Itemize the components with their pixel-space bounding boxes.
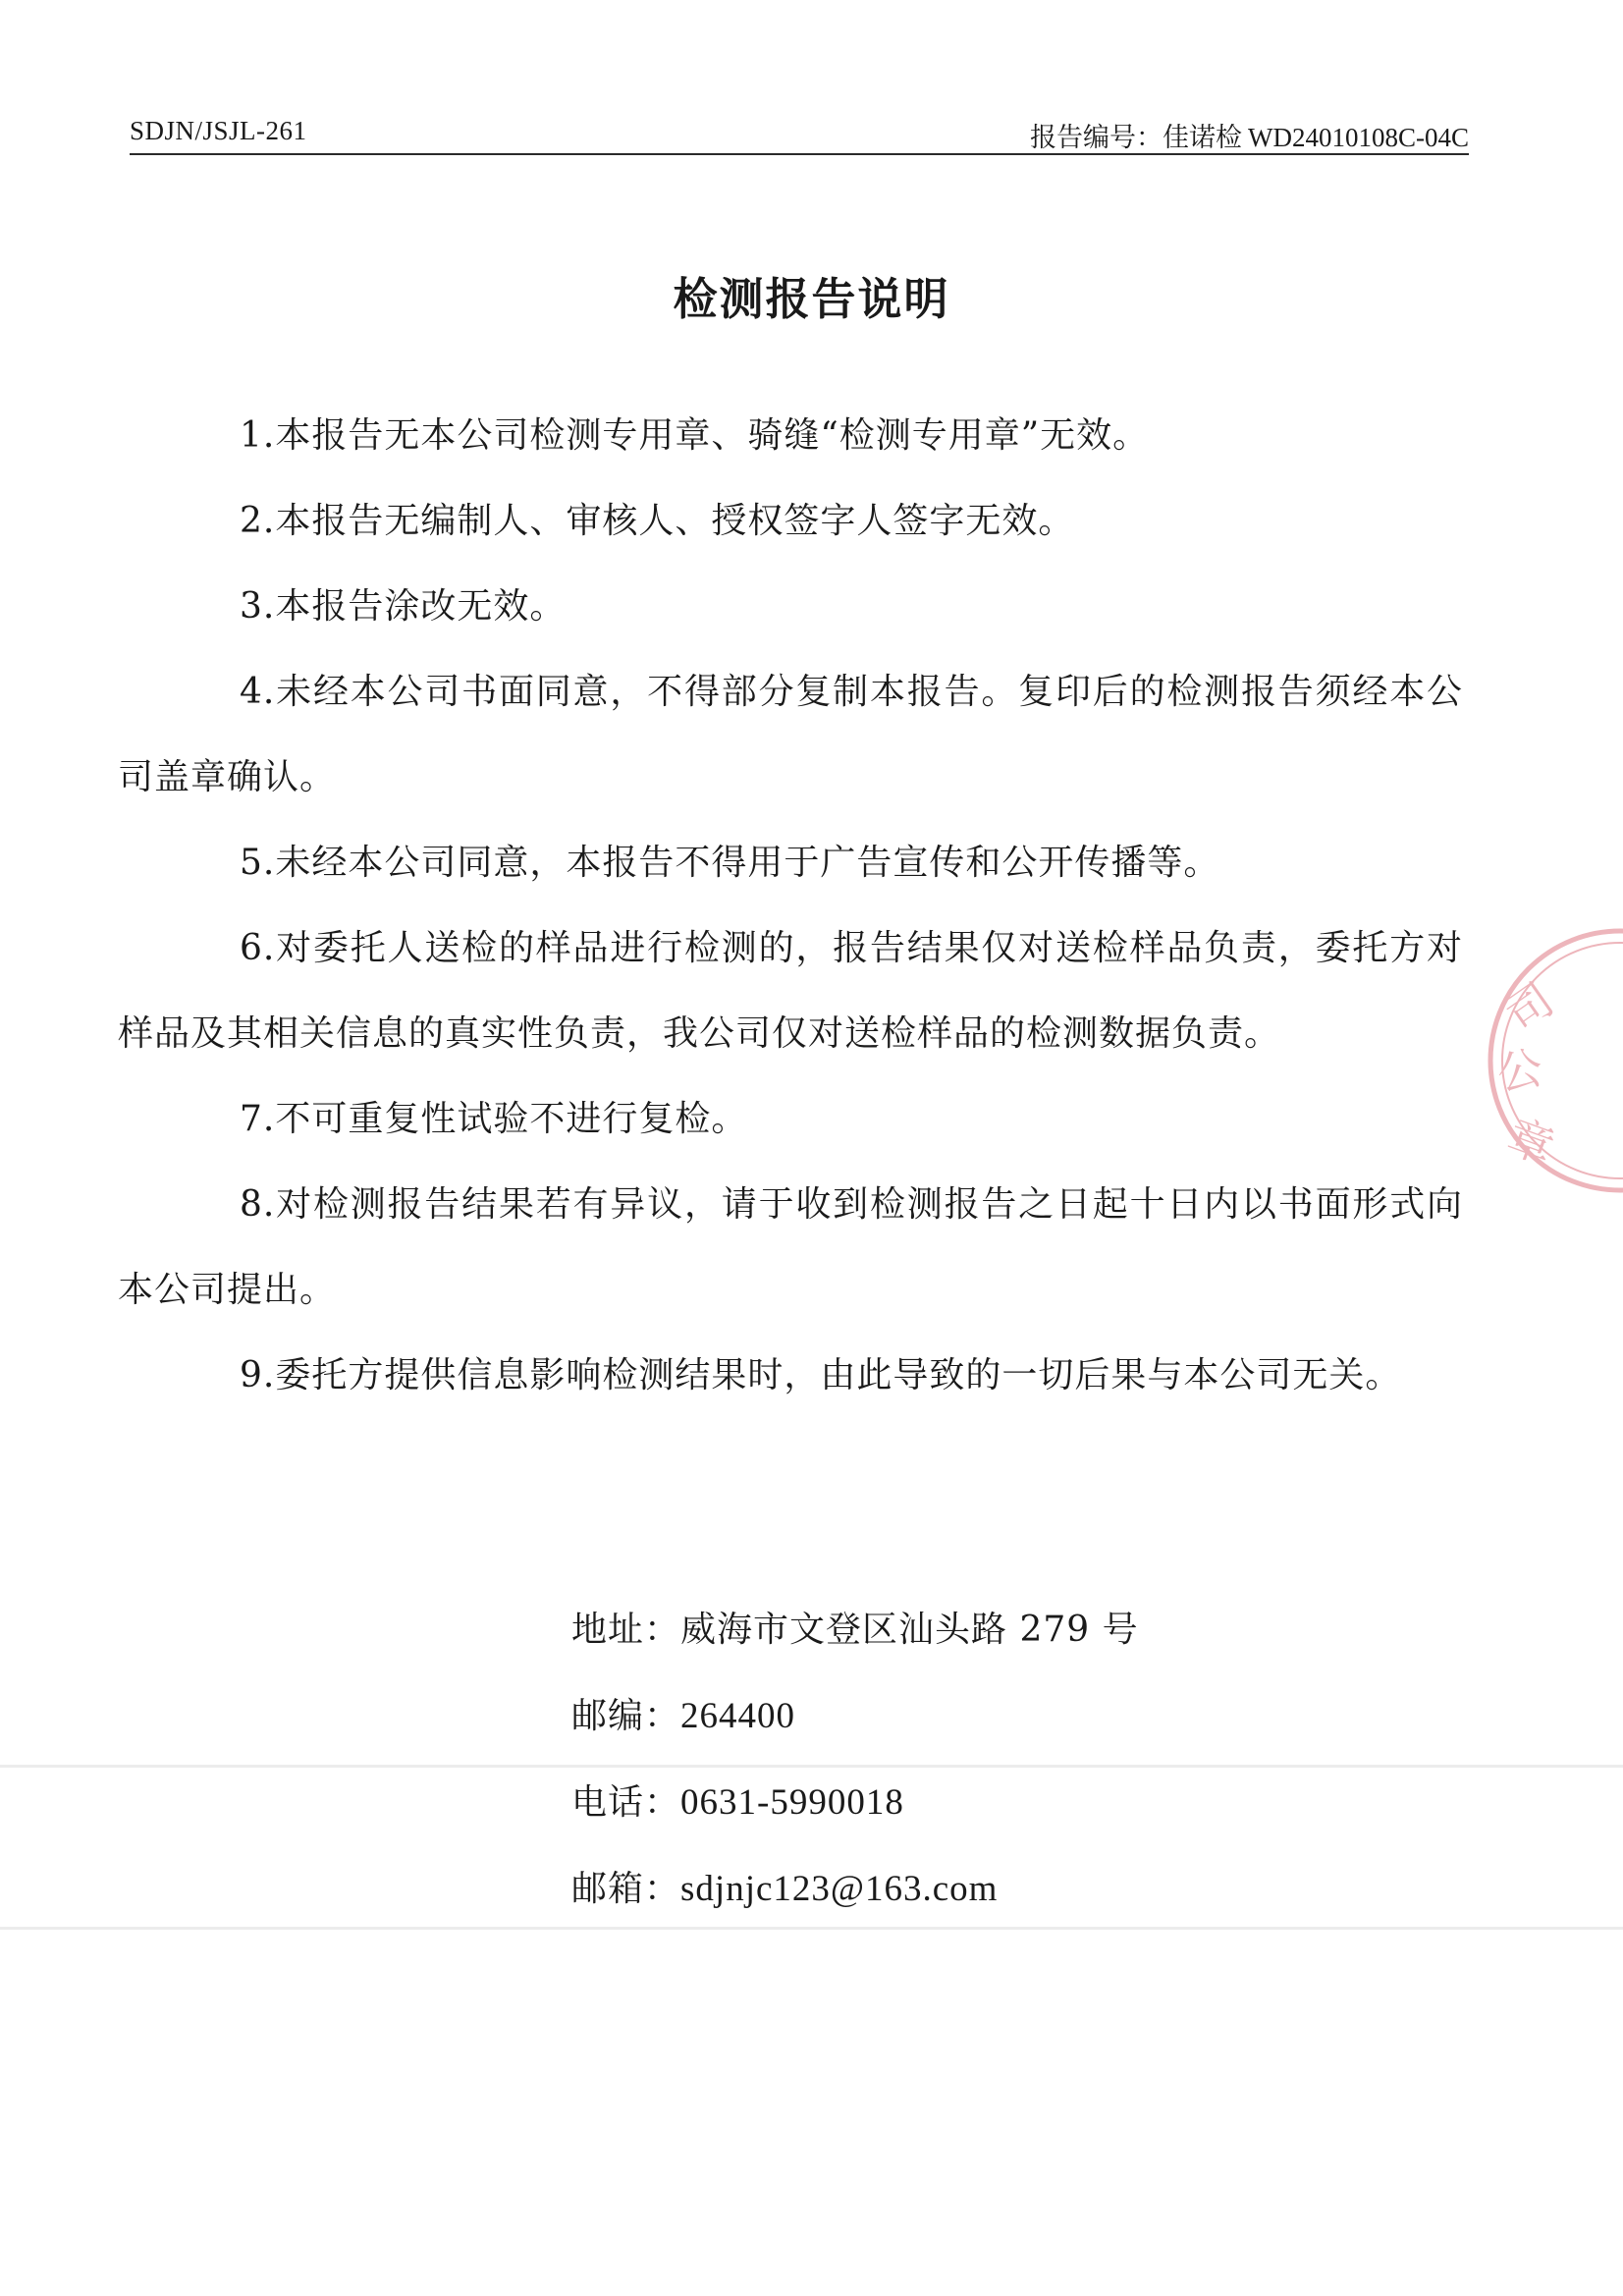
company-seal-stamp (1443, 923, 1623, 1198)
clause-6: 6.对委托人送检的样品进行检测的，报告结果仅对送检样品负责，委托方对样品及其相关信息的真实性负责，我公司仅对送检样品的检测数据负责。 (118, 928, 1463, 1054)
phone-label: 电话： (571, 1782, 681, 1823)
clause-9: 9.委托方提供信息影响检测结果时，由此导致的一切后果与本公司无关。 (240, 1355, 1402, 1395)
clause-list (118, 393, 1463, 1418)
seal-glyph: 公 (1492, 1040, 1547, 1101)
report-number (1030, 116, 1469, 154)
clause-4: 4.未经本公司书面同意，不得部分复制本报告。复印后的检测报告须经本公司盖章确认。 (118, 672, 1463, 797)
clause-2: 2.本报告无编制人、审核人、授权签字人签字无效。 (240, 501, 1075, 541)
postcode-value: 264400 (680, 1696, 796, 1736)
clause-8: 8.对检测报告结果若有异议，请于收到检测报告之日起十日内以书面形式向本公司提出。 (118, 1184, 1463, 1310)
email-row (571, 1846, 1139, 1933)
scan-streak (0, 1765, 1623, 1768)
email-label: 邮箱： (571, 1869, 681, 1909)
header-divider (130, 153, 1469, 155)
contact-block (571, 1587, 1139, 1933)
email-value: sdjnjc123@163.com (680, 1869, 999, 1909)
scan-streak (0, 1927, 1623, 1930)
address-label: 地址： (571, 1610, 681, 1650)
address-row (571, 1587, 1139, 1673)
page-header (130, 110, 1469, 153)
document-code: SDJN/JSJL-261 (130, 116, 307, 145)
clause-7: 7.不可重复性试验不进行复检。 (240, 1099, 748, 1139)
report-number-label: 报告编号：佳诺检 (1030, 123, 1242, 153)
clause-1: 1.本报告无本公司检测专用章、骑缝“检测专用章”无效。 (240, 415, 1150, 456)
phone-row (571, 1760, 1139, 1846)
postcode-row (571, 1673, 1139, 1760)
clause-5: 5.未经本公司同意，本报告不得用于广告宣传和公开传播等。 (240, 843, 1220, 883)
seal-glyph: 司 (1495, 972, 1563, 1043)
clause-3: 3.本报告涂改无效。 (240, 586, 567, 627)
postcode-label: 邮编： (571, 1696, 681, 1736)
address-value: 威海市文登区汕头路 279 号 (680, 1610, 1139, 1650)
page-title: 检测报告说明 (673, 273, 950, 325)
seal-glyph: 章 (1500, 1109, 1561, 1175)
phone-value: 0631-5990018 (680, 1782, 904, 1823)
report-number-value: WD24010108C-04C (1248, 123, 1469, 152)
